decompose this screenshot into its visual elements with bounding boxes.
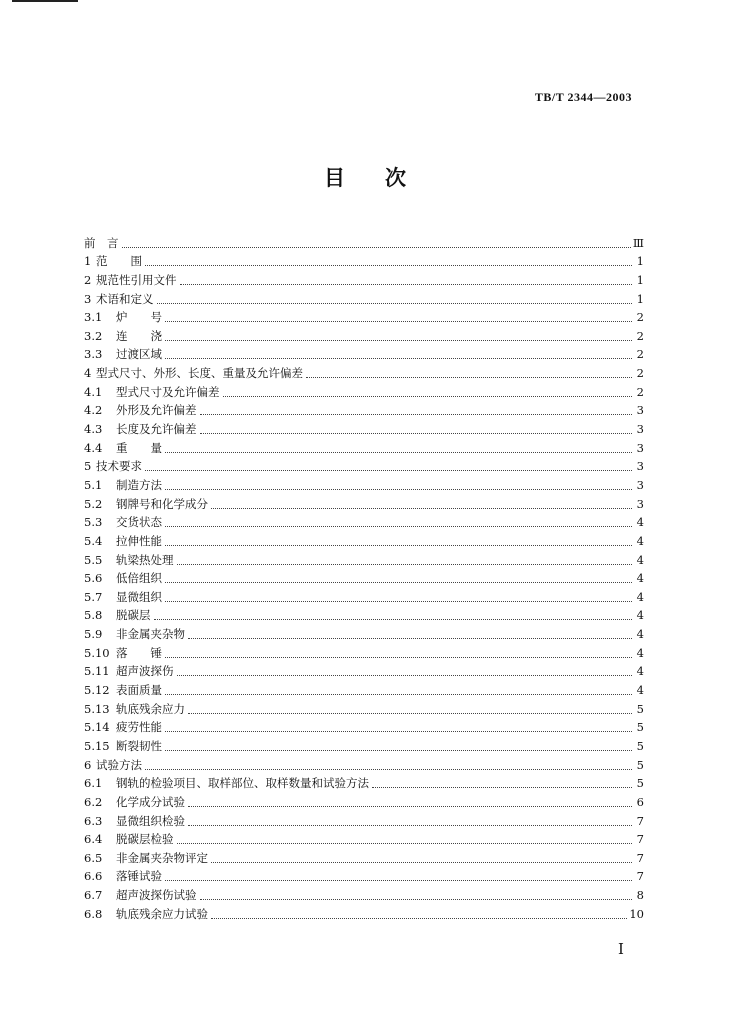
toc-entry-page: 5 [636, 701, 644, 716]
toc-entry-label: 疲劳性能 [116, 720, 162, 735]
toc-entry-number: 6.4 [84, 832, 103, 847]
toc-leader-dots [165, 730, 632, 732]
toc-entry[interactable] [84, 662, 644, 681]
toc-leader-dots [165, 320, 632, 322]
toc-entry-number: 4.1 [84, 384, 103, 399]
toc-entry[interactable] [84, 680, 644, 699]
toc-entry-page: 7 [636, 869, 644, 884]
toc-entry[interactable] [84, 643, 644, 662]
toc-entry-number: 6.3 [84, 813, 103, 828]
toc-entry-number: 6.5 [84, 850, 103, 865]
toc-entry-label: 表面质量 [116, 683, 162, 698]
toc-leader-dots [372, 786, 632, 788]
toc-entry-page: 1 [636, 254, 644, 269]
toc-entry-label: 轨底残余应力试验 [116, 906, 208, 921]
toc-entry-label: 长度及允许偏差 [116, 422, 197, 437]
toc-entry-page: 4 [636, 552, 644, 567]
toc-entry[interactable] [84, 252, 644, 271]
toc-entry-number: 5.13 [84, 701, 110, 716]
toc-leader-dots [154, 618, 633, 620]
toc-entry-page: 4 [636, 645, 644, 660]
toc-entry-page: 2 [636, 328, 644, 343]
toc-entry-label: 过渡区域 [116, 347, 162, 362]
toc-leader-dots [165, 749, 632, 751]
toc-entry[interactable] [84, 830, 644, 849]
toc-entry-number: 5.7 [84, 589, 103, 604]
toc-entry-page: 5 [636, 776, 644, 791]
toc-entry-number: 3.2 [84, 328, 103, 343]
toc-entry-page: 10 [629, 906, 644, 921]
toc-leader-dots [306, 376, 632, 378]
toc-entry-label: 技术要求 [96, 459, 142, 474]
toc-entry[interactable] [84, 550, 644, 569]
toc-entry-page: 4 [636, 515, 644, 530]
toc-entry[interactable] [84, 419, 644, 438]
toc-entry-number: 5.4 [84, 533, 103, 548]
toc-entry-label: 试验方法 [96, 757, 142, 772]
page-title [0, 162, 730, 192]
toc-entry-page: 2 [636, 366, 644, 381]
toc-entry-page: 3 [636, 422, 644, 437]
toc-entry-number: 5.11 [84, 664, 110, 679]
toc-entry[interactable] [84, 233, 644, 252]
toc-entry[interactable] [84, 811, 644, 830]
toc-entry-number: 5.3 [84, 515, 103, 530]
toc-leader-dots [177, 563, 633, 565]
toc-entry-label: 规范性引用文件 [96, 272, 177, 287]
toc-entry-page: 3 [636, 403, 644, 418]
toc-entry-number: 6 [84, 757, 92, 772]
toc-entry-label: 拉伸性能 [116, 533, 162, 548]
toc-entry-number: 5.6 [84, 571, 103, 586]
toc-entry-page: 7 [636, 813, 644, 828]
toc-entry-label: 轨梁热处理 [116, 552, 174, 567]
toc-entry-page: 2 [636, 384, 644, 399]
toc-entry[interactable] [84, 457, 644, 476]
toc-leader-dots [165, 879, 632, 881]
toc-entry-number: 3.3 [84, 347, 103, 362]
toc-leader-dots [188, 805, 632, 807]
toc-entry-number: 3 [84, 291, 92, 306]
toc-entry-number: 5.15 [84, 738, 110, 753]
toc-entry-label: 落锤试验 [116, 869, 162, 884]
toc-entry[interactable] [84, 718, 644, 737]
toc-entry-label: 前 言 [84, 235, 119, 250]
toc-entry[interactable] [84, 531, 644, 550]
toc-entry-page: 1 [636, 291, 644, 306]
toc-entry-label: 化学成分试验 [116, 794, 185, 809]
toc-entry-page: 5 [636, 720, 644, 735]
toc-entry-number: 6.1 [84, 776, 103, 791]
toc-leader-dots [165, 600, 632, 602]
toc-entry-label: 连 浇 [116, 328, 162, 343]
toc-leader-dots [200, 898, 633, 900]
toc-entry[interactable] [84, 382, 644, 401]
toc-entry-page: 5 [636, 757, 644, 772]
toc-entry-page: 7 [636, 832, 644, 847]
toc-entry-number: 4.2 [84, 403, 103, 418]
toc-entry-number: 1 [84, 254, 92, 269]
toc-leader-dots [145, 469, 632, 471]
toc-entry-label: 低倍组织 [116, 571, 162, 586]
toc-entry-page: 3 [636, 459, 644, 474]
toc-leader-dots [165, 357, 632, 359]
toc-entry-number: 5.12 [84, 683, 110, 698]
toc-entry-number: 4.3 [84, 422, 103, 437]
toc-entry-label: 非金属夹杂物评定 [116, 850, 208, 865]
toc-entry-label: 钢轨的检验项目、取样部位、取样数量和试验方法 [116, 776, 369, 791]
toc-entry-page: 6 [636, 794, 644, 809]
toc-entry-page: 7 [636, 850, 644, 865]
toc-entry[interactable] [84, 401, 644, 420]
toc-leader-dots [188, 712, 632, 714]
toc-entry-page: 4 [636, 683, 644, 698]
toc-entry-label: 脱碳层 [116, 608, 151, 623]
toc-entry-label: 超声波探伤试验 [116, 888, 197, 903]
toc-entry[interactable] [84, 885, 644, 904]
toc-entry-number: 6.2 [84, 794, 103, 809]
toc-leader-dots [188, 637, 632, 639]
toc-leader-dots [145, 768, 632, 770]
toc-entry-label: 钢牌号和化学成分 [116, 496, 208, 511]
toc-entry-page: 3 [636, 496, 644, 511]
toc-entry-number: 6.6 [84, 869, 103, 884]
toc-entry-label: 非金属夹杂物 [116, 627, 185, 642]
toc-entry-number: 4 [84, 366, 92, 381]
toc-entry-label: 制造方法 [116, 477, 162, 492]
toc-leader-dots [165, 544, 632, 546]
toc-entry-number: 5.10 [84, 645, 110, 660]
toc-entry-label: 落 锤 [116, 645, 162, 660]
toc-entry-label: 炉 号 [116, 310, 162, 325]
toc-entry-page: 4 [636, 608, 644, 623]
toc-entry-number: 3.1 [84, 310, 103, 325]
toc-entry[interactable] [84, 569, 644, 588]
toc-entry[interactable] [84, 438, 644, 457]
toc-leader-dots [211, 917, 627, 919]
toc-entry-label: 超声波探伤 [116, 664, 174, 679]
toc-leader-dots [223, 395, 633, 397]
toc-leader-dots [188, 824, 632, 826]
toc-entry-page: 4 [636, 627, 644, 642]
toc-leader-dots [165, 656, 632, 658]
toc-entry-label: 轨底残余应力 [116, 701, 185, 716]
toc-entry-number: 5.2 [84, 496, 103, 511]
toc-leader-dots [165, 581, 632, 583]
toc-entry[interactable] [84, 513, 644, 532]
toc-leader-dots [211, 507, 632, 509]
toc-entry-number: 2 [84, 272, 92, 287]
toc-entry-page: 2 [636, 310, 644, 325]
toc-entry[interactable] [84, 587, 644, 606]
toc-leader-dots [122, 246, 631, 248]
toc-leader-dots [177, 674, 633, 676]
toc-leader-dots [165, 693, 632, 695]
page-number: I [618, 940, 624, 958]
toc-entry-label: 断裂韧性 [116, 738, 162, 753]
toc-leader-dots [177, 842, 633, 844]
toc-entry-number: 6.8 [84, 906, 103, 921]
toc-leader-dots [165, 488, 632, 490]
toc-entry-number: 5.5 [84, 552, 103, 567]
toc-entry[interactable] [84, 755, 644, 774]
toc-entry-page: 4 [636, 533, 644, 548]
toc-entry-number: 5.1 [84, 477, 103, 492]
toc-leader-dots [200, 413, 633, 415]
toc-entry-page: 3 [636, 440, 644, 455]
toc-entry-page: 8 [636, 888, 644, 903]
toc-entry-page: 4 [636, 664, 644, 679]
toc-entry[interactable] [84, 904, 644, 923]
toc-entry[interactable] [84, 345, 644, 364]
toc-entry[interactable] [84, 606, 644, 625]
toc-entry[interactable] [84, 774, 644, 793]
toc-entry-page: 2 [636, 347, 644, 362]
toc-entry[interactable] [84, 624, 644, 643]
toc-entry-page: 4 [636, 589, 644, 604]
document-code: TB/T 2344—2003 [534, 90, 632, 104]
toc-entry[interactable] [84, 475, 644, 494]
toc-entry-label: 交货状态 [116, 515, 162, 530]
toc-entry-label: 型式尺寸及允许偏差 [116, 384, 220, 399]
toc-leader-dots [180, 283, 633, 285]
toc-entry[interactable] [84, 867, 644, 886]
toc-entry-label: 范 围 [96, 254, 142, 269]
toc-leader-dots [165, 339, 632, 341]
toc-entry[interactable] [84, 699, 644, 718]
toc-entry[interactable] [84, 848, 644, 867]
toc-entry-number: 5 [84, 459, 92, 474]
toc-entry-number: 4.4 [84, 440, 103, 455]
toc-entry-page: 1 [636, 272, 644, 287]
toc-entry-number: 6.7 [84, 888, 103, 903]
toc-entry-number: 5.9 [84, 627, 103, 642]
toc-entry[interactable] [84, 289, 644, 308]
toc-entry-label: 外形及允许偏差 [116, 403, 197, 418]
toc-entry-label: 重 量 [116, 440, 162, 455]
toc-entry-page: 5 [636, 738, 644, 753]
table-of-contents [84, 233, 644, 923]
top-rule [12, 0, 78, 2]
toc-entry[interactable] [84, 494, 644, 513]
toc-entry[interactable] [84, 736, 644, 755]
title-char-1: 目 [324, 165, 345, 190]
toc-leader-dots [145, 264, 632, 266]
toc-leader-dots [157, 302, 633, 304]
toc-entry-label: 显微组织 [116, 589, 162, 604]
toc-leader-dots [200, 432, 633, 434]
title-char-2: 次 [385, 165, 406, 190]
toc-entry[interactable] [84, 326, 644, 345]
toc-entry-label: 型式尺寸、外形、长度、重量及允许偏差 [96, 366, 303, 381]
toc-entry[interactable] [84, 792, 644, 811]
toc-entry[interactable] [84, 308, 644, 327]
toc-entry-page: 4 [636, 571, 644, 586]
toc-entry[interactable] [84, 363, 644, 382]
toc-entry[interactable] [84, 270, 644, 289]
toc-entry-number: 5.8 [84, 608, 103, 623]
toc-entry-page: Ⅲ [632, 235, 644, 250]
toc-leader-dots [165, 525, 632, 527]
toc-entry-page: 3 [636, 477, 644, 492]
toc-entry-label: 显微组织检验 [116, 813, 185, 828]
toc-entry-label: 术语和定义 [96, 291, 154, 306]
toc-leader-dots [211, 861, 632, 863]
toc-entry-label: 脱碳层检验 [116, 832, 174, 847]
toc-entry-number: 5.14 [84, 720, 110, 735]
toc-leader-dots [165, 451, 632, 453]
